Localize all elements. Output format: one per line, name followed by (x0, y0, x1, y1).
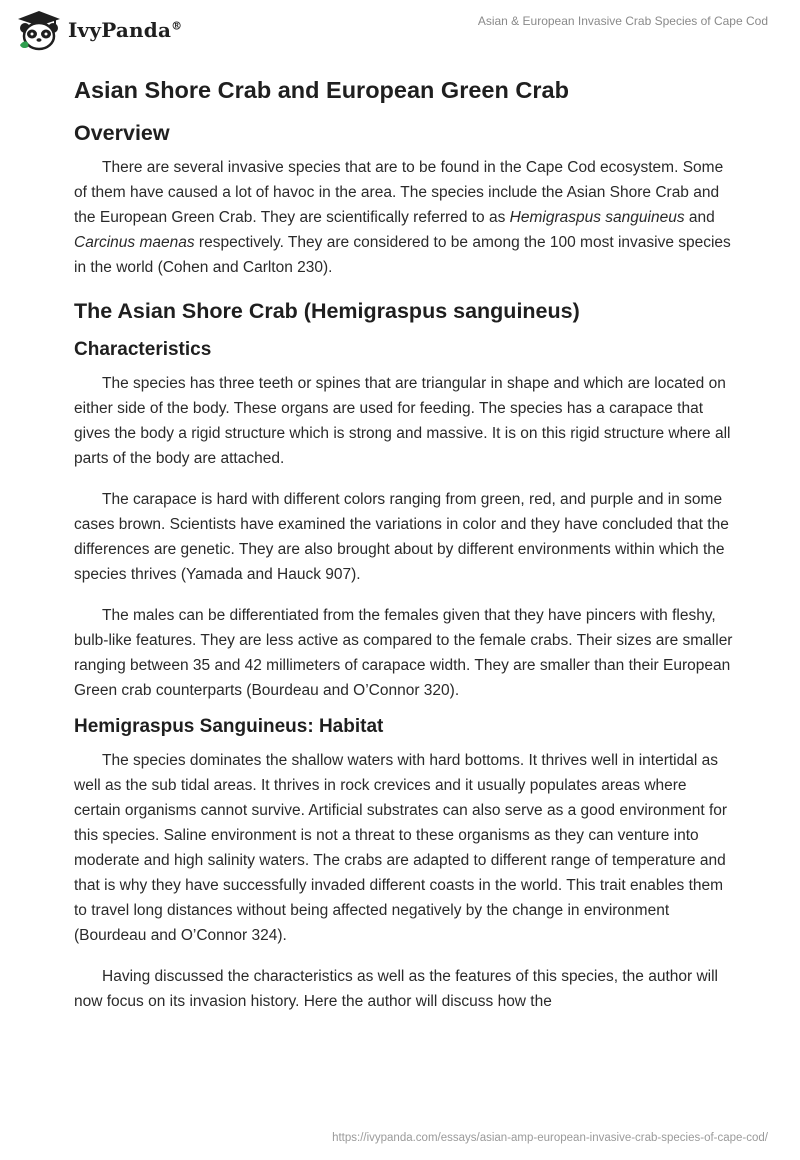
brand-name: IvyPanda® (68, 18, 183, 42)
characteristics-paragraph-3: The males can be differentiated from the females given that they have pincers with fleshy, bulb-like features. They are less active as compared to the female crabs. Their sizes are smaller ranging between 35 and 42 millimeters of carapace width. They are smaller than their European Green crab counterparts (Bourdeau and O’Connor 320). (74, 607, 733, 699)
panda-graduate-icon (16, 9, 62, 51)
ivypanda-logo[interactable] (16, 9, 182, 51)
habitat-heading: Hemigraspus Sanguineus: Habitat (74, 716, 384, 737)
scientific-name-carcinus: Carcinus maenas (74, 234, 195, 251)
overview-paragraph: There are several invasive species that are to be found in the Cape Cod ecosystem. Some of them have caused a lot of havoc in the area. The species include the Asian Shore Crab and the European Green Crab. They are scientifically referred to as Hemigraspus sanguineus and Carcinus maenas respectively. They are considered to be among the 100 most invasive species in the world (Cohen and Carlton 230). (74, 159, 731, 276)
asian-shore-crab-heading: The Asian Shore Crab (Hemigraspus sanguineus) (74, 299, 580, 323)
scientific-name-hemigraspus: Hemigraspus sanguineus (509, 209, 685, 226)
article-title: Asian Shore Crab and European Green Crab (74, 77, 569, 103)
document-title: Asian & European Invasive Crab Species of Cape Cod (477, 14, 768, 28)
overview-heading: Overview (74, 121, 170, 145)
characteristics-paragraph-1: The species has three teeth or spines that are triangular in shape and which are located on either side of the body. These organs are used for feeding. The species has a carapace that gives the body a rigid structure which is strong and massive. It is on this rigid structure where all parts of the body are attached. (74, 375, 731, 467)
page-header (0, 0, 800, 60)
characteristics-paragraph-2: The carapace is hard with different colors ranging from green, red, and purple and in some cases brown. Scientists have examined the variations in color and they have concluded that the differences are genetic. They are also brought about by different environments within which the species thrives (Yamada and Hauck 907). (74, 491, 729, 583)
habitat-paragraph-1: The species dominates the shallow waters with hard bottoms. It thrives well in intertidal as well as the sub tidal areas. It thrives in rock crevices and it usually populates areas where certain organisms cannot survive. Artificial substrates can also serve as a good environment for this species. Saline environment is not a threat to these organisms as they can venture into moderate and high salinity waters. The crabs are adapted to different range of temperature and that is why they have successfully invaded different coasts in the world. This trait enables them to travel long distances without being affected negatively by the change in environment (Bourdeau and O’Connor 324). (74, 752, 728, 944)
characteristics-heading: Characteristics (74, 339, 212, 360)
habitat-paragraph-2: Having discussed the characteristics as well as the features of this species, the author will now focus on its invasion history. Here the author will discuss how the (74, 968, 718, 1010)
article-body (74, 68, 734, 1014)
source-url[interactable]: https://ivypanda.com/essays/asian-amp-european-invasive-crab-species-of-cape-cod/ (332, 1132, 768, 1144)
